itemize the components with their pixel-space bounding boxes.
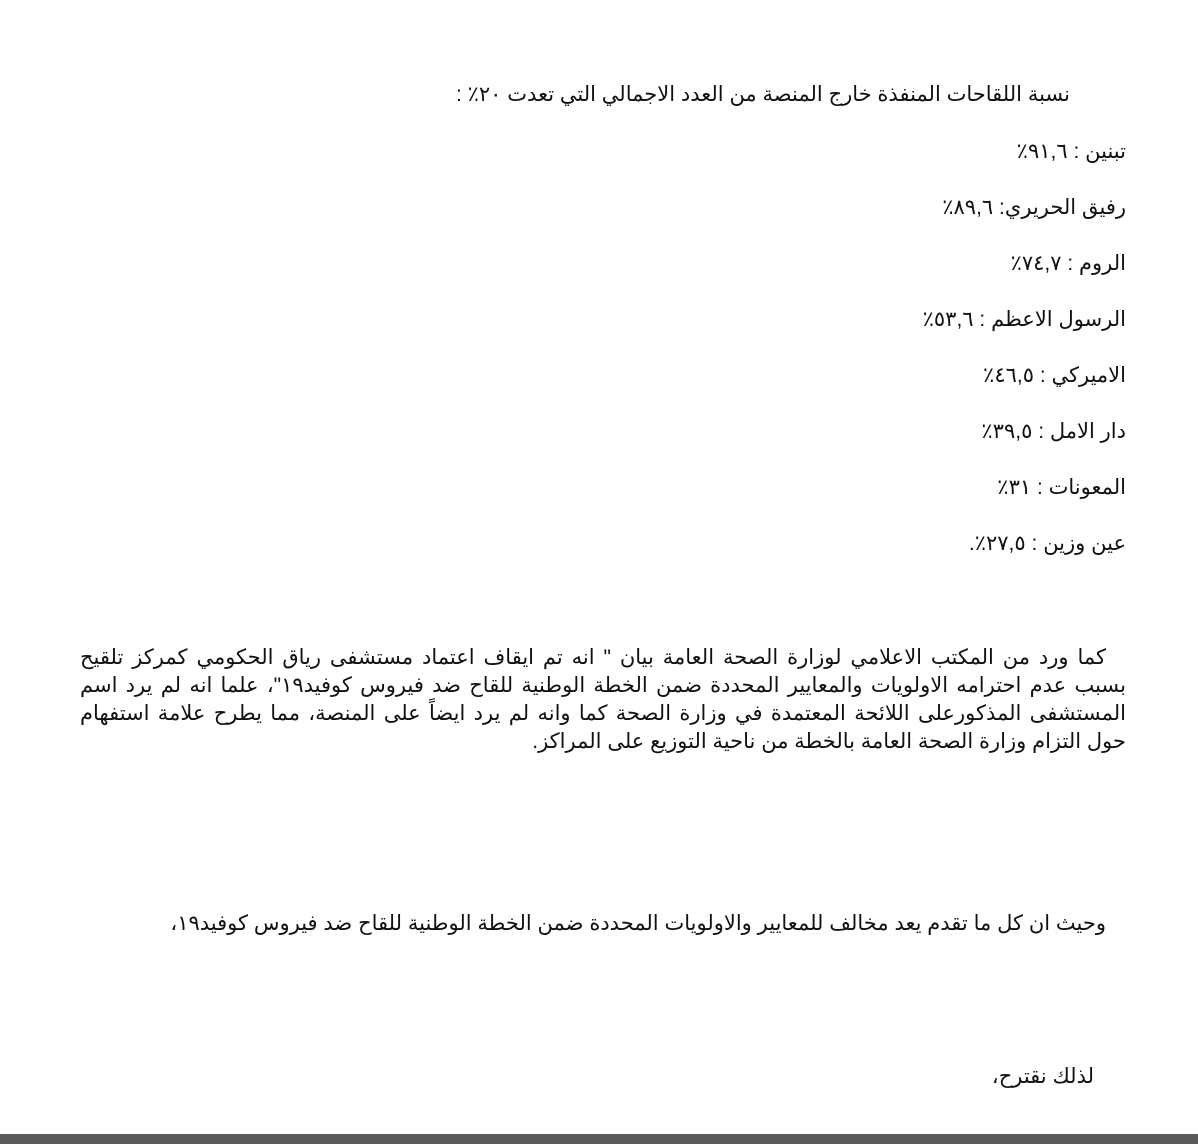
- stat-item-tebnine: تبنين : ٩١,٦٪: [1016, 140, 1126, 163]
- stat-item-ain-wazein: عين وزين : ٢٧,٥٪.: [968, 532, 1126, 555]
- paragraph-ministry-statement: كما ورد من المكتب الاعلامي لوزارة الصحة العامة بيان " انه تم ايقاف اعتماد مستشفى رياق الحكومي كمركز تلقيح بسبب عدم احترامه الاولويات والمعايير المحددة ضمن الخطة الوطنية للقاح ضد فيروس كوفيد١٩"، علما انه لم يرد اسم المستشفى المذكورعلى اللائحة المعتمدة في وزارة الصحة كما وانه لم يرد ايضاً على المنصة، مما يطرح علامة استفهام حول التزام وزارة الصحة العامة بالخطة من ناحية التوزيع على المراكز.: [80, 646, 1126, 753]
- vaccination-stats-list: [923, 138, 1126, 586]
- stats-heading: نسبة اللقاحات المنفذة خارج المنصة من العدد الاجمالي التي تعدت ٢٠٪ :: [455, 83, 1070, 106]
- bottom-scroll-bar: [0, 1134, 1198, 1144]
- closing-line: لذلك نقترح،: [991, 1065, 1094, 1088]
- stat-item-rassoul-aazam: الرسول الاعظم : ٥٣,٦٪: [922, 308, 1126, 331]
- stat-item-maounat: المعونات : ٣١٪: [997, 476, 1126, 499]
- stat-item-rafik-hariri: رفيق الحريري: ٨٩,٦٪: [942, 196, 1126, 219]
- stat-item-american: الاميركي : ٤٦,٥٪: [983, 364, 1126, 387]
- stat-item-roum: الروم : ٧٤,٧٪: [1010, 252, 1126, 275]
- paragraph-whereas: وحيث ان كل ما تقدم يعد مخالف للمعايير والاولويات المحددة ضمن الخطة الوطنية للقاح ضد فيروس كوفيد١٩،: [170, 912, 1106, 935]
- stat-item-dar-al-amal: دار الامل : ٣٩,٥٪: [981, 420, 1126, 443]
